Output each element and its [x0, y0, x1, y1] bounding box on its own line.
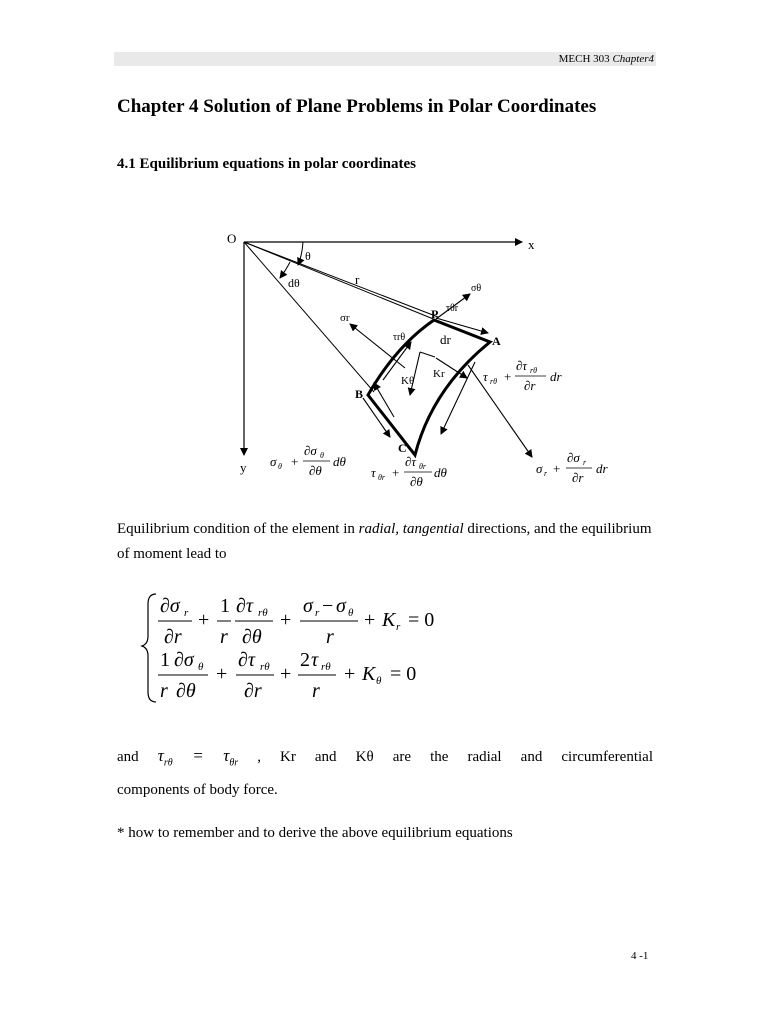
radius-line-upper: [244, 242, 438, 317]
svg-text:σ: σ: [270, 454, 277, 469]
svg-text:∂σ: ∂σ: [174, 649, 194, 671]
svg-text:+: +: [364, 609, 376, 631]
dtheta-label: dθ: [288, 276, 300, 290]
svg-text:−: −: [322, 595, 334, 617]
paragraph-emphasis: radial, tangential: [358, 521, 464, 537]
svg-text:r: r: [315, 607, 320, 619]
svg-text:+: +: [280, 609, 292, 631]
svg-text:∂r: ∂r: [572, 470, 584, 485]
tau-theta-r-label: τθr: [446, 303, 459, 314]
svg-text:∂τ: ∂τ: [405, 454, 417, 469]
svg-text:θ: θ: [278, 462, 282, 471]
expr-sigma-theta-plus: [270, 443, 347, 478]
expr-sigma-r-plus: [536, 450, 609, 485]
svg-text:rθ: rθ: [490, 377, 498, 386]
svg-text:τ: τ: [371, 465, 376, 480]
body-force-stem: [420, 352, 435, 357]
svg-text:dθ: dθ: [434, 465, 447, 480]
svg-text:+: +: [198, 609, 210, 631]
sigma-r-label: σr: [340, 312, 350, 324]
svg-text:r: r: [544, 469, 548, 478]
svg-text:θ: θ: [198, 661, 204, 673]
svg-text:+: +: [553, 461, 561, 476]
svg-text:rθ: rθ: [260, 661, 270, 673]
svg-text:θ: θ: [348, 607, 354, 619]
svg-text:∂τ: ∂τ: [238, 649, 256, 671]
svg-text:+: +: [280, 663, 292, 685]
r-label: r: [355, 272, 360, 287]
svg-text:rθ: rθ: [530, 366, 538, 375]
k-theta-arrow: [410, 352, 420, 395]
svg-text:rθ: rθ: [321, 661, 331, 673]
svg-text:∂σ: ∂σ: [160, 595, 180, 617]
page-number: 4 -1: [631, 950, 649, 962]
course-code: MECH 303: [558, 53, 610, 65]
section-heading: 4.1 Equilibrium equations in polar coordinates: [117, 156, 416, 172]
svg-text:+: +: [504, 369, 512, 384]
svg-text:θ: θ: [376, 675, 382, 687]
svg-text:∂r: ∂r: [164, 626, 182, 648]
svg-text:+: +: [392, 465, 400, 480]
paragraph-text-2: directions, and the equilibrium of moment lead to: [117, 521, 652, 562]
paragraph-text-1: Equilibrium condition of the element in: [117, 521, 359, 537]
svg-text:r: r: [312, 680, 320, 702]
chapter-tag: Chapter4: [612, 53, 654, 65]
point-p-label: P: [431, 307, 439, 321]
chapter-title: Chapter 4 Solution of Plane Problems in Polar Coordinates: [117, 96, 597, 117]
svg-text:∂r: ∂r: [244, 680, 262, 702]
svg-text:r: r: [583, 458, 587, 467]
svg-text:θr: θr: [378, 473, 386, 482]
svg-text:= 0: = 0: [390, 663, 417, 685]
svg-text:= 0: = 0: [408, 609, 435, 631]
svg-text:τ: τ: [483, 369, 488, 384]
svg-text:∂θ: ∂θ: [176, 680, 196, 702]
svg-text:r: r: [326, 626, 334, 648]
svg-text:dθ: dθ: [333, 454, 346, 469]
svg-text:σ: σ: [336, 595, 346, 617]
svg-text:r: r: [160, 680, 168, 702]
svg-text:r: r: [396, 621, 401, 633]
svg-text:∂θ: ∂θ: [410, 474, 423, 489]
svg-text:1: 1: [220, 595, 230, 617]
sigma-r-plus-arrow: [468, 365, 532, 457]
svg-text:∂θ: ∂θ: [309, 463, 322, 478]
svg-text:∂τ: ∂τ: [516, 358, 528, 373]
point-a-label: A: [492, 334, 501, 348]
svg-text:σ: σ: [536, 461, 543, 476]
svg-text:θr: θr: [419, 462, 427, 471]
svg-text:rθ: rθ: [258, 607, 268, 619]
k-theta-label: Kθ: [401, 375, 415, 387]
element-outline: [368, 320, 490, 455]
svg-text:∂θ: ∂θ: [242, 626, 262, 648]
svg-text:dr: dr: [596, 461, 608, 476]
svg-text:+: +: [216, 663, 228, 685]
origin-label: O: [227, 231, 237, 246]
svg-text:r: r: [184, 607, 189, 619]
svg-text:∂σ: ∂σ: [304, 443, 317, 458]
y-label: y: [240, 460, 247, 475]
k-r-label: Kr: [433, 368, 445, 380]
tau-r-theta-label: τrθ: [393, 332, 406, 343]
body-force-line-2: components of body force.: [117, 782, 278, 798]
svg-text:+: +: [291, 454, 299, 469]
svg-text:K: K: [382, 609, 396, 631]
sigma-theta-label: σθ: [471, 283, 482, 294]
svg-text:θ: θ: [320, 451, 324, 460]
dr-label: dr: [440, 332, 451, 347]
svg-text:∂σ: ∂σ: [567, 450, 580, 465]
svg-text:K: K: [362, 663, 376, 685]
svg-text:τ: τ: [311, 649, 319, 671]
expr-tau-theta-r-plus: [371, 454, 448, 489]
equilibrium-paragraph: [117, 517, 653, 567]
theta-label: θ: [305, 249, 311, 263]
tau-equality: $\tau_{r\theta} = \tau_{\theta r}$: [157, 746, 239, 769]
x-label: x: [528, 237, 535, 252]
svg-text:r: r: [220, 626, 228, 648]
svg-text:2: 2: [300, 649, 310, 671]
svg-text:1: 1: [160, 649, 170, 671]
svg-text:∂τ: ∂τ: [236, 595, 254, 617]
expr-tau-r-theta-plus: [483, 358, 563, 393]
equilibrium-equations: [140, 588, 460, 708]
and-word: and: [117, 749, 139, 765]
shear-symmetry-line: [117, 740, 653, 779]
svg-text:σ: σ: [303, 595, 313, 617]
tau-theta-r-plus-arrow: [374, 383, 394, 417]
svg-text:+: +: [344, 663, 356, 685]
point-c-label: C: [398, 441, 407, 455]
svg-text:dr: dr: [550, 369, 562, 384]
derivation-note: * how to remember and to derive the above equilibrium equations: [117, 825, 513, 841]
theta-arc: [298, 242, 303, 265]
body-force-text: , Kr and Kθ are the radial and circumferential: [257, 749, 653, 765]
svg-text:∂r: ∂r: [524, 378, 536, 393]
point-b-label: B: [355, 387, 364, 401]
radius-line-lower: [244, 242, 374, 392]
